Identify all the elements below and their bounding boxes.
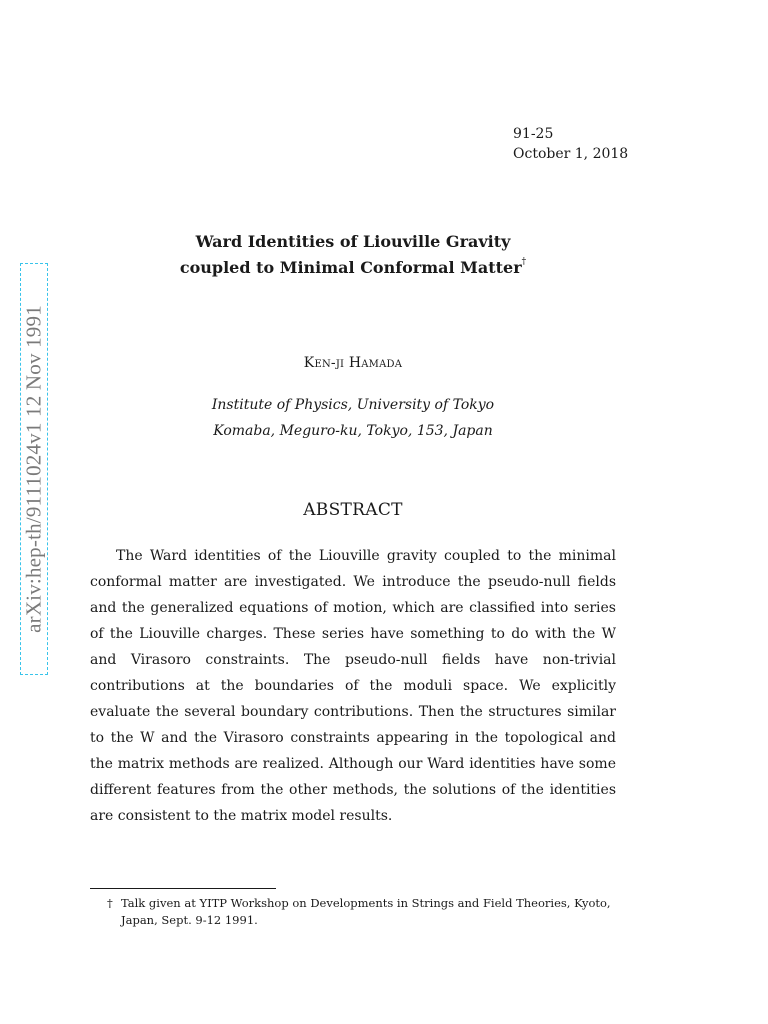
report-number: 91-25 xyxy=(513,126,554,142)
arxiv-stamp-text[interactable]: arXiv:hep-th/9111024v1 12 Nov 1991 xyxy=(21,305,46,633)
title-footnote-mark: † xyxy=(521,257,527,267)
footnote-mark: † xyxy=(107,896,113,910)
abstract-body: The Ward identities of the Liouville gravity coupled to the minimal conformal matter are investigated. We introduce the pseudo-null fields and the generalized equations of motion, which are classified into series of the Liouville charges. These series have something to do with the W and Virasoro constraints. The pseudo-null fields have non-trivial contributions at the boundaries of the moduli space. We explicitly evaluate the several boundary contributions. Then the structures similar to the W and the Virasoro constraints appearing in the topological and the matrix methods are realized. Although our Ward identities have some different features from the other methods, the solutions of the identities are consistent to the matrix model results. xyxy=(90,548,616,824)
title-line-2-text: coupled to Minimal Conformal Matter xyxy=(179,258,522,277)
report-date: October 1, 2018 xyxy=(513,146,629,162)
footnote-text: Talk given at YITP Workshop on Developments in Strings and Field Theories, Kyoto, xyxy=(121,896,611,910)
footnote xyxy=(107,895,616,929)
footnote-continuation: Japan, Sept. 9-12 1991. xyxy=(121,913,258,927)
arxiv-stamp[interactable] xyxy=(20,263,48,675)
paper-title xyxy=(90,229,616,281)
affiliation-line-2: Komaba, Meguro-ku, Tokyo, 153, Japan xyxy=(213,423,493,439)
report-info xyxy=(513,124,628,164)
title-line-1: Ward Identities of Liouville Gravity xyxy=(195,232,511,251)
abstract-heading: ABSTRACT xyxy=(303,500,403,520)
author-name: Ken-ji Hamada xyxy=(303,355,403,371)
affiliation-line-1: Institute of Physics, University of Tokyo xyxy=(211,397,495,413)
title-line-2 xyxy=(90,255,616,281)
footnote-divider xyxy=(90,888,276,889)
